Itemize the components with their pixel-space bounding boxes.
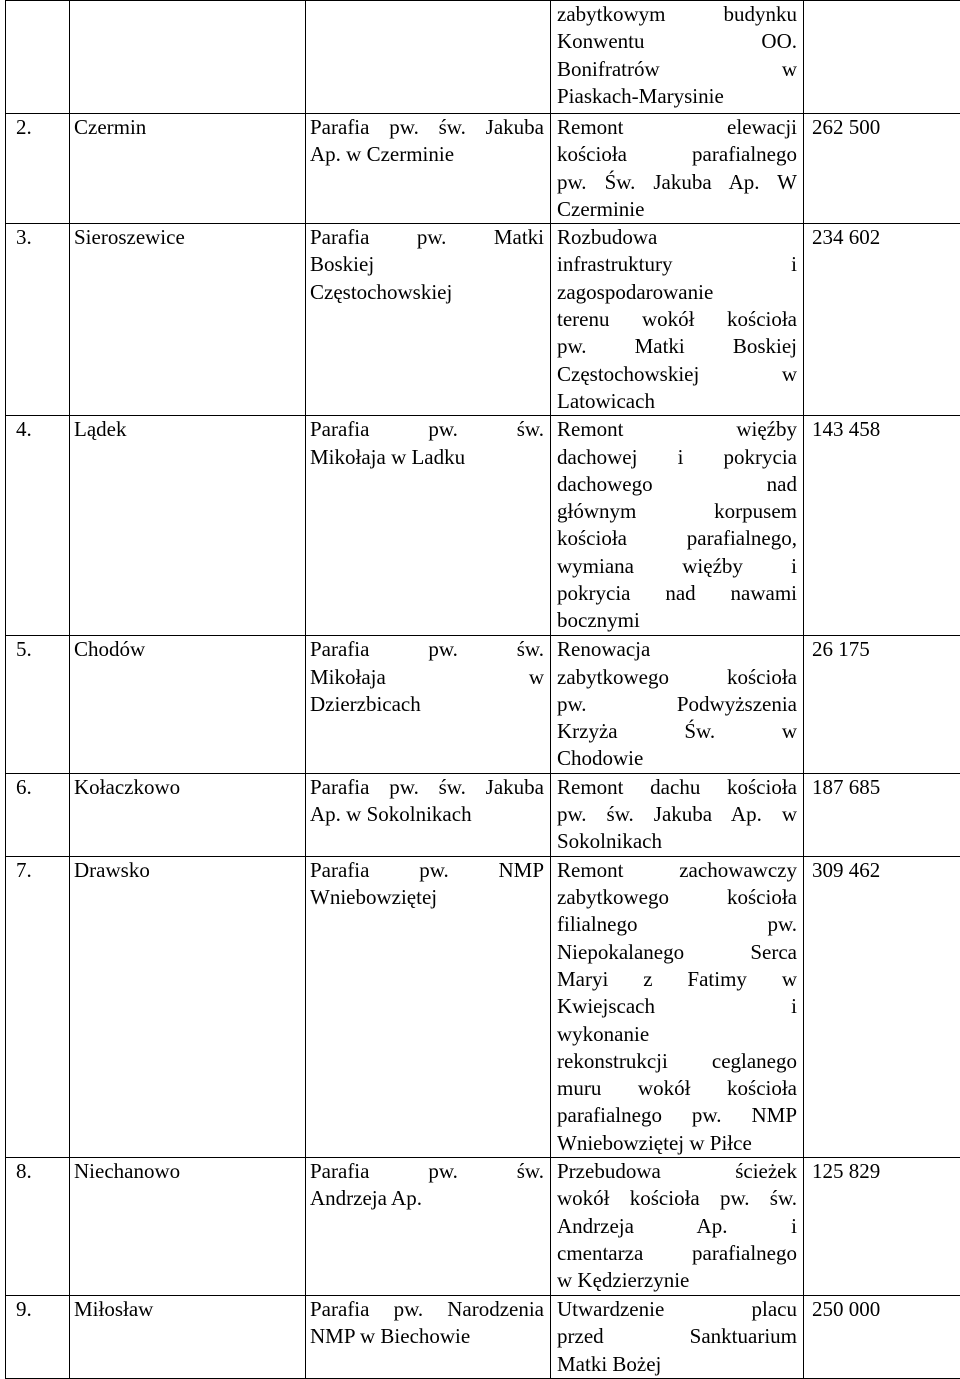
project-description-line: głównym korpusem [557, 498, 797, 525]
parish-cell [306, 1158, 551, 1296]
table-row [6, 416, 960, 636]
grant-amount: 143 458 [804, 416, 960, 443]
municipality-name: Niechanowo [70, 1158, 305, 1185]
row-number-cell [6, 1158, 70, 1296]
project-description-line: terenu wokół kościoła [557, 306, 797, 333]
row-number-cell [6, 856, 70, 1157]
municipality-name: Chodów [70, 636, 305, 663]
project-description-cell [551, 1, 804, 114]
grant-amount: 309 462 [804, 857, 960, 884]
row-number: 6. [6, 774, 69, 801]
project-description-cell [551, 636, 804, 773]
project-description-line: Andrzeja Ap. i [557, 1213, 797, 1240]
project-description-line: infrastruktury i [557, 251, 797, 278]
project-description-line: muru wokół kościoła [557, 1075, 797, 1102]
parish-name-line: Ap. w Sokolnikach [310, 801, 544, 828]
project-description-line: Niepokalanego Serca [557, 939, 797, 966]
project-description-line: Konwentu OO. [557, 28, 797, 55]
amount-cell [804, 114, 960, 224]
project-description-line: Wniebowziętej w Piłce [557, 1130, 797, 1157]
project-description-line: wykonanie [557, 1021, 797, 1048]
table-row [6, 1296, 960, 1379]
grant-amount: 125 829 [804, 1158, 960, 1185]
row-number-cell [6, 1, 70, 114]
project-description-line: w Kędzierzynie [557, 1267, 797, 1294]
amount-cell [804, 416, 960, 636]
row-number-cell [6, 114, 70, 224]
project-description-line: Latowicach [557, 388, 797, 415]
municipality-cell [70, 224, 306, 416]
row-number: 5. [6, 636, 69, 663]
project-description-line: pw. Podwyższenia [557, 691, 797, 718]
project-description-line: Krzyża Św. w [557, 718, 797, 745]
municipality-name: Czermin [70, 114, 305, 141]
parish-cell [306, 636, 551, 773]
project-description-line: pw. św. Jakuba Ap. w [557, 801, 797, 828]
table-row [6, 856, 960, 1157]
project-description-line: Sokolnikach [557, 828, 797, 855]
project-description-line: Przebudowa ścieżek [557, 1158, 797, 1185]
table-row [6, 1158, 960, 1296]
row-number: 2. [6, 114, 69, 141]
amount-cell [804, 636, 960, 773]
parish-name-line: Mikołaja w Ladku [310, 444, 544, 471]
parish-cell [306, 1, 551, 114]
municipality-cell [70, 773, 306, 856]
project-description-line: Czerminie [557, 196, 797, 223]
project-description-cell [551, 773, 804, 856]
parish-name-line: Parafia pw. św. Jakuba [310, 114, 544, 141]
parish-name-line: Parafia pw. św. [310, 636, 544, 663]
project-description-line: kościoła parafialnego [557, 141, 797, 168]
project-description-line: Remont dachu kościoła [557, 774, 797, 801]
project-description-line: Bonifratrów w [557, 56, 797, 83]
project-description-line: Remont elewacji [557, 114, 797, 141]
parish-cell [306, 224, 551, 416]
parish-name-line: Częstochowskiej [310, 279, 544, 306]
parish-name-line: Parafia pw. św. [310, 1158, 544, 1185]
municipality-name: Sieroszewice [70, 224, 305, 251]
parish-name-line: Mikołaja w [310, 664, 544, 691]
table-row [6, 773, 960, 856]
project-description-line: Remont więźby [557, 416, 797, 443]
project-description-line: Utwardzenie placu [557, 1296, 797, 1323]
project-description-line: zabytkowego kościoła [557, 664, 797, 691]
parish-name-line: Wniebowziętej [310, 884, 544, 911]
row-number-cell [6, 636, 70, 773]
parish-name-line: Parafia pw. Matki [310, 224, 544, 251]
project-description-line: Kwiejscach i [557, 993, 797, 1020]
row-number-cell [6, 1296, 70, 1379]
parish-name-line: NMP w Biechowie [310, 1323, 544, 1350]
project-description-line: wymiana więźby i [557, 553, 797, 580]
table-row [6, 224, 960, 416]
municipality-name: Drawsko [70, 857, 305, 884]
parish-name-line: Dzierzbicach [310, 691, 544, 718]
amount-cell [804, 1158, 960, 1296]
row-number-cell [6, 416, 70, 636]
parish-name-line: Parafia pw. Narodzenia [310, 1296, 544, 1323]
municipality-name: Lądek [70, 416, 305, 443]
grant-amount: 262 500 [804, 114, 960, 141]
project-description-line: Maryi z Fatimy w [557, 966, 797, 993]
parish-name-line: Ap. w Czerminie [310, 141, 544, 168]
parish-name-line: Parafia pw. NMP [310, 857, 544, 884]
project-description-line: pw. Matki Boskiej [557, 333, 797, 360]
project-description-cell [551, 1296, 804, 1379]
municipality-name: Kołaczkowo [70, 774, 305, 801]
municipality-cell [70, 1, 306, 114]
municipality-cell [70, 856, 306, 1157]
grant-amount: 250 000 [804, 1296, 960, 1323]
project-description-line: Częstochowskiej w [557, 361, 797, 388]
grant-amount: 187 685 [804, 774, 960, 801]
project-description-cell [551, 114, 804, 224]
project-description-line: Matki Bożej [557, 1351, 797, 1378]
municipality-cell [70, 416, 306, 636]
project-description-line: kościoła parafialnego, [557, 525, 797, 552]
project-description-line: pw. Św. Jakuba Ap. W [557, 169, 797, 196]
grants-table-body [6, 1, 960, 1379]
project-description-line: filialnego pw. [557, 911, 797, 938]
project-description-line: przed Sanktuarium [557, 1323, 797, 1350]
row-number: 4. [6, 416, 69, 443]
project-description-line: rekonstrukcji ceglanego [557, 1048, 797, 1075]
project-description-cell [551, 1158, 804, 1296]
project-description-cell [551, 416, 804, 636]
table-row [6, 636, 960, 773]
grants-table [5, 0, 960, 1379]
project-description-line: zabytkowego kościoła [557, 884, 797, 911]
parish-cell [306, 773, 551, 856]
project-description-cell [551, 856, 804, 1157]
project-description-line: dachowej i pokrycia [557, 444, 797, 471]
amount-cell [804, 856, 960, 1157]
parish-cell [306, 856, 551, 1157]
parish-name-line: Parafia pw. św. Jakuba [310, 774, 544, 801]
municipality-cell [70, 1158, 306, 1296]
row-number: 9. [6, 1296, 69, 1323]
row-number: 8. [6, 1158, 69, 1185]
project-description-line: Remont zachowawczy [557, 857, 797, 884]
grant-amount: 26 175 [804, 636, 960, 663]
amount-cell [804, 224, 960, 416]
project-description-line: zabytkowym budynku [557, 1, 797, 28]
grant-amount: 234 602 [804, 224, 960, 251]
project-description-cell [551, 224, 804, 416]
table-row [6, 1, 960, 114]
table-row [6, 114, 960, 224]
project-description-line: Piaskach-Marysinie [557, 83, 797, 110]
parish-cell [306, 1296, 551, 1379]
row-number: 7. [6, 857, 69, 884]
project-description-line: bocznymi [557, 607, 797, 634]
project-description-line: zagospodarowanie [557, 279, 797, 306]
project-description-line: Rozbudowa [557, 224, 797, 251]
municipality-cell [70, 1296, 306, 1379]
project-description-line: Renowacja [557, 636, 797, 663]
project-description-line: pokrycia nad nawami [557, 580, 797, 607]
municipality-name: Miłosław [70, 1296, 305, 1323]
amount-cell [804, 773, 960, 856]
project-description-line: parafialnego pw. NMP [557, 1102, 797, 1129]
row-number-cell [6, 773, 70, 856]
row-number: 3. [6, 224, 69, 251]
parish-name-line: Andrzeja Ap. [310, 1185, 544, 1212]
project-description-line: Chodowie [557, 745, 797, 772]
amount-cell [804, 1296, 960, 1379]
municipality-cell [70, 636, 306, 773]
project-description-line: wokół kościoła pw. św. [557, 1185, 797, 1212]
parish-name-line: Parafia pw. św. [310, 416, 544, 443]
parish-name-line: Boskiej [310, 251, 544, 278]
row-number-cell [6, 224, 70, 416]
amount-cell [804, 1, 960, 114]
municipality-cell [70, 114, 306, 224]
parish-cell [306, 416, 551, 636]
project-description-line: dachowego nad [557, 471, 797, 498]
project-description-line: cmentarza parafialnego [557, 1240, 797, 1267]
parish-cell [306, 114, 551, 224]
